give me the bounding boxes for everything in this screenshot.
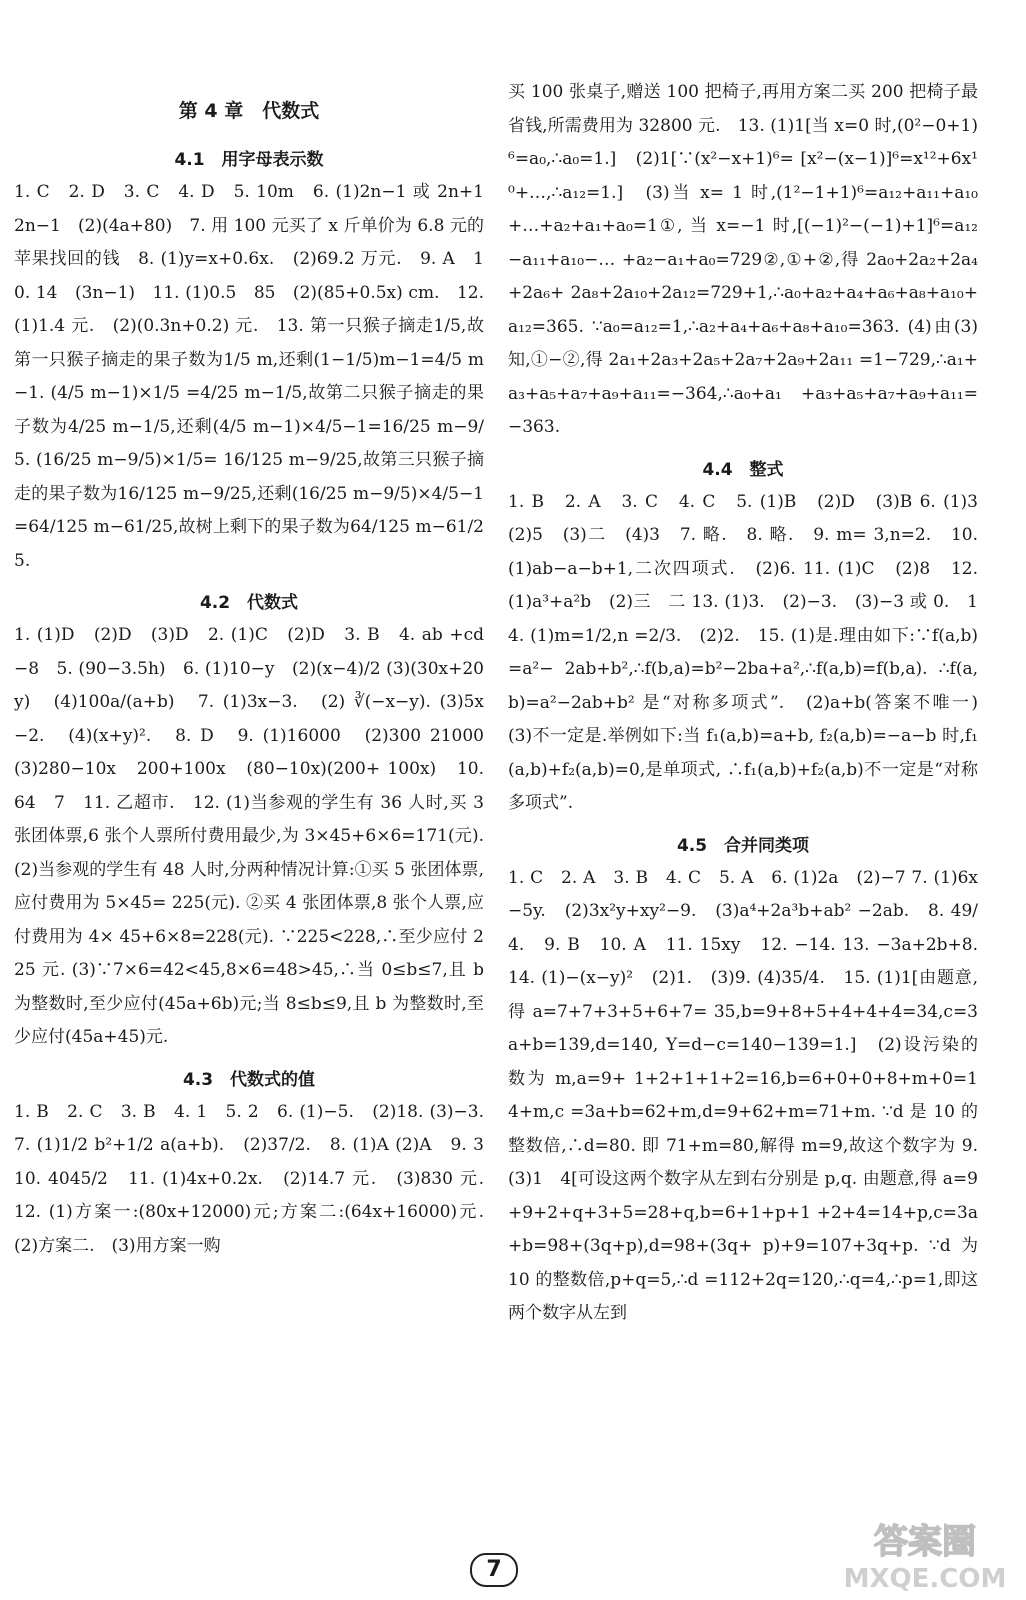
watermark-logo [830, 1515, 1020, 1595]
section-4-3-answers: 1. B 2. C 3. B 4. 1 5. 2 6. (1)−5. (2)18. (3)−3. 7. (1)1/2 b²+1/2 a(a+b). (2)37/2. 8. (1)A (2)A 9. 3 10. 4045/2 11. (1)4x+0.2x. (2)14.7 元. (3)830 元. 12. (1)方案一:(80x+12000)元;方案二:(64x+16000)元. (2)方案二. (3)用方案一购 [14, 1101, 501, 1256]
section-4-2-answers: 1. (1)D (2)D (3)D 2. (1)C (2)D 3. B 4. ab +cd−8 5. (90−3.5h) 6. (1)10−y (2)(x−4)/2 (3)(30x+20y) (4)100a/(a+b) 7. (1)3x−3. (2) ∛(−x−y). (3)5x−2. (4)(x+y)². 8. D 9. (1)16000 (2)300 21000 (3)280−10x 200+100x (80−10x)(200+ 100x) 10. 64 7 11. 乙超市. 12. (1)当参观的学生有 36 人时,买 3 张团体票,6 张个人票所付费用最少,为 3×45+6×6=171(元). (2)当参观的学生有 48 人时,分两种情况计算:①买 5 张团体票,应付费用为 5×45= 225(元). ②买 4 张团体票,8 张个人票,应付费用为 4× 45+6×8=228(元). ∵225<228,∴至少应付 225 元. (3)∵7×6=42<45,8×6=48>45,∴当 0≤b≤7,且 b 为整数时,至少应付(45a+6b)元;当 8≤b≤9,且 b 为整数时,至少应付(45a+45)元. [14, 625, 501, 1047]
svg-text:MXQE.COM: MXQE.COM [843, 1564, 1007, 1594]
page-number: 7 [470, 1553, 518, 1587]
section-title-4-4: 4.4 整式 [702, 459, 784, 480]
section-title-4-3: 4.3 代数式的值 [182, 1069, 316, 1090]
section-title-4-2: 4.2 代数式 [199, 593, 299, 613]
section-title-4-5: 4.5 合并同类项 [676, 835, 810, 856]
section-4-3-continued-answers: 买 100 张桌子,赠送 100 把椅子,再用方案二买 200 把椅子最省钱,所需费用为 32800 元. 13. (1)1[当 x=0 时,(0²−0+1)⁶=a₀,∴a₀=1.] (2)1[∵(x²−x+1)⁶= [x²−(x−1)]⁶=x¹²+6x¹⁰+…,∴a₁₂=1.] (3)当 x= 1 时,(1²−1+1)⁶=a₁₂+a₁₁+a₁₀+…+a₂+a₁+a₀=1①, 当 x=−1 时,[(−1)²−(−1)+1]⁶=a₁₂−a₁₁+a₁₀−… +a₂−a₁+a₀=729②,①+②,得 2a₀+2a₂+2a₄+2a₆+ 2a₈+2a₁₀+2a₁₂=729+1,∴a₀+a₂+a₄+a₆+a₈+a₁₀+ a₁₂=365. ∵a₀=a₁₂=1,∴a₂+a₄+a₆+a₈+a₁₀=363. (4)由(3)知,①−②,得 2a₁+2a₃+2a₅+2a₇+2a₉+2a₁₁ =1−729,∴a₁+a₃+a₅+a₇+a₉+a₁₁=−364,∴a₀+a₁ +a₃+a₅+a₇+a₉+a₁₁=−363. [508, 82, 978, 437]
svg-text:答案圈: 答案圈 [874, 1522, 976, 1562]
section-title-4-1: 4.1 用字母表示数 [174, 150, 324, 170]
chapter-title: 第 4 章 代数式 [178, 100, 320, 122]
section-4-5-answers: 1. C 2. A 3. B 4. C 5. A 6. (1)2a (2)−7 7. (1)6x−5y. (2)3x²y+xy²−9. (3)a⁴+2a³b+ab² −2ab. 8. 49/4. 9. B 10. A 11. 15xy 12. −14. 13. −3a+2b+8. 14. (1)−(x−y)² (2)1. (3)9. (4)35/4. 15. (1)1[由题意,得 a=7+7+3+5+6+7= 35,b=9+8+5+4+4+4=34,c=3a+b=139,d=140, Y=d−c=140−139=1.] (2)设污染的数为 m,a=9+ 1+2+1+1+2=16,b=6+0+0+8+m+0=14+m,c =3a+b=62+m,d=9+62+m=71+m. ∵d 是 10 的整数倍,∴d=80. 即 71+m=80,解得 m=9,故这个数字为 9. (3)1 4[可设这两个数字从左到右分别是 p,q. 由题意,得 a=9+9+2+q+3+5=28+q,b=6+1+p+1 +2+4=14+p,c=3a+b=98+(3q+p),d=98+(3q+ p)+9=107+3q+p. ∵d 为 10 的整数倍,p+q=5,∴d =112+2q=120,∴q=4,∴p=1,即这两个数字从左到 [508, 867, 995, 1323]
section-4-4-answers: 1. B 2. A 3. C 4. C 5. (1)B (2)D (3)B 6. (1)3 (2)5 (3)二 (4)3 7. 略. 8. 略. 9. m= 3,n=2. 10. (1)ab−a−b+1,二次四项式. (2)6. 11. (1)C (2)8 12. (1)a³+a²b (2)三 二 13. (1)3. (2)−3. (3)−3 或 0. 14. (1)m=1/2,n =2/3. (2)2. 15. (1)是.理由如下:∵f(a,b)=a²− 2ab+b²,∴f(b,a)=b²−2ba+a²,∴f(a,b)=f(b,a). ∴f(a,b)=a²−2ab+b² 是“对称多项式”. (2)a+b(答案不唯一) (3)不一定是.举例如下:当 f₁(a,b)=a+b, f₂(a,b)=−a−b 时,f₁(a,b)+f₂(a,b)=0,是单项式, ∴f₁(a,b)+f₂(a,b)不一定是“对称多项式”. [508, 491, 995, 813]
right-column [508, 76, 995, 1331]
left-column [14, 84, 501, 1263]
section-4-1-answers: 1. C 2. D 3. C 4. D 5. 10m 6. (1)2n−1 或 2n+1 2n−1 (2)(4a+80) 7. 用 100 元买了 x 斤单价为 6.8 元的苹果找回的钱 8. (1)y=x+0.6x. (2)69.2 万元. 9. A 10. 14 (3n−1) 11. (1)0.5 85 (2)(85+0.5x) cm. 12. (1)1.4 元. (2)(0.3n+0.2) 元. 13. 第一只猴子摘走1/5,故第一只猴子摘走的果子数为1/5 m,还剩(1−1/5)m−1=4/5 m−1. (4/5 m−1)×1/5 =4/25 m−1/5,故第二只猴子摘走的果子数为4/25 m−1/5,还剩(4/5 m−1)×4/5−1=16/25 m−9/5. (16/25 m−9/5)×1/5= 16/125 m−9/25,故第三只猴子摘走的果子数为16/125 m−9/25,还剩(16/25 m−9/5)×4/5−1=64/125 m−61/25,故树上剩下的果子数为64/125 m−61/25. [14, 182, 501, 571]
